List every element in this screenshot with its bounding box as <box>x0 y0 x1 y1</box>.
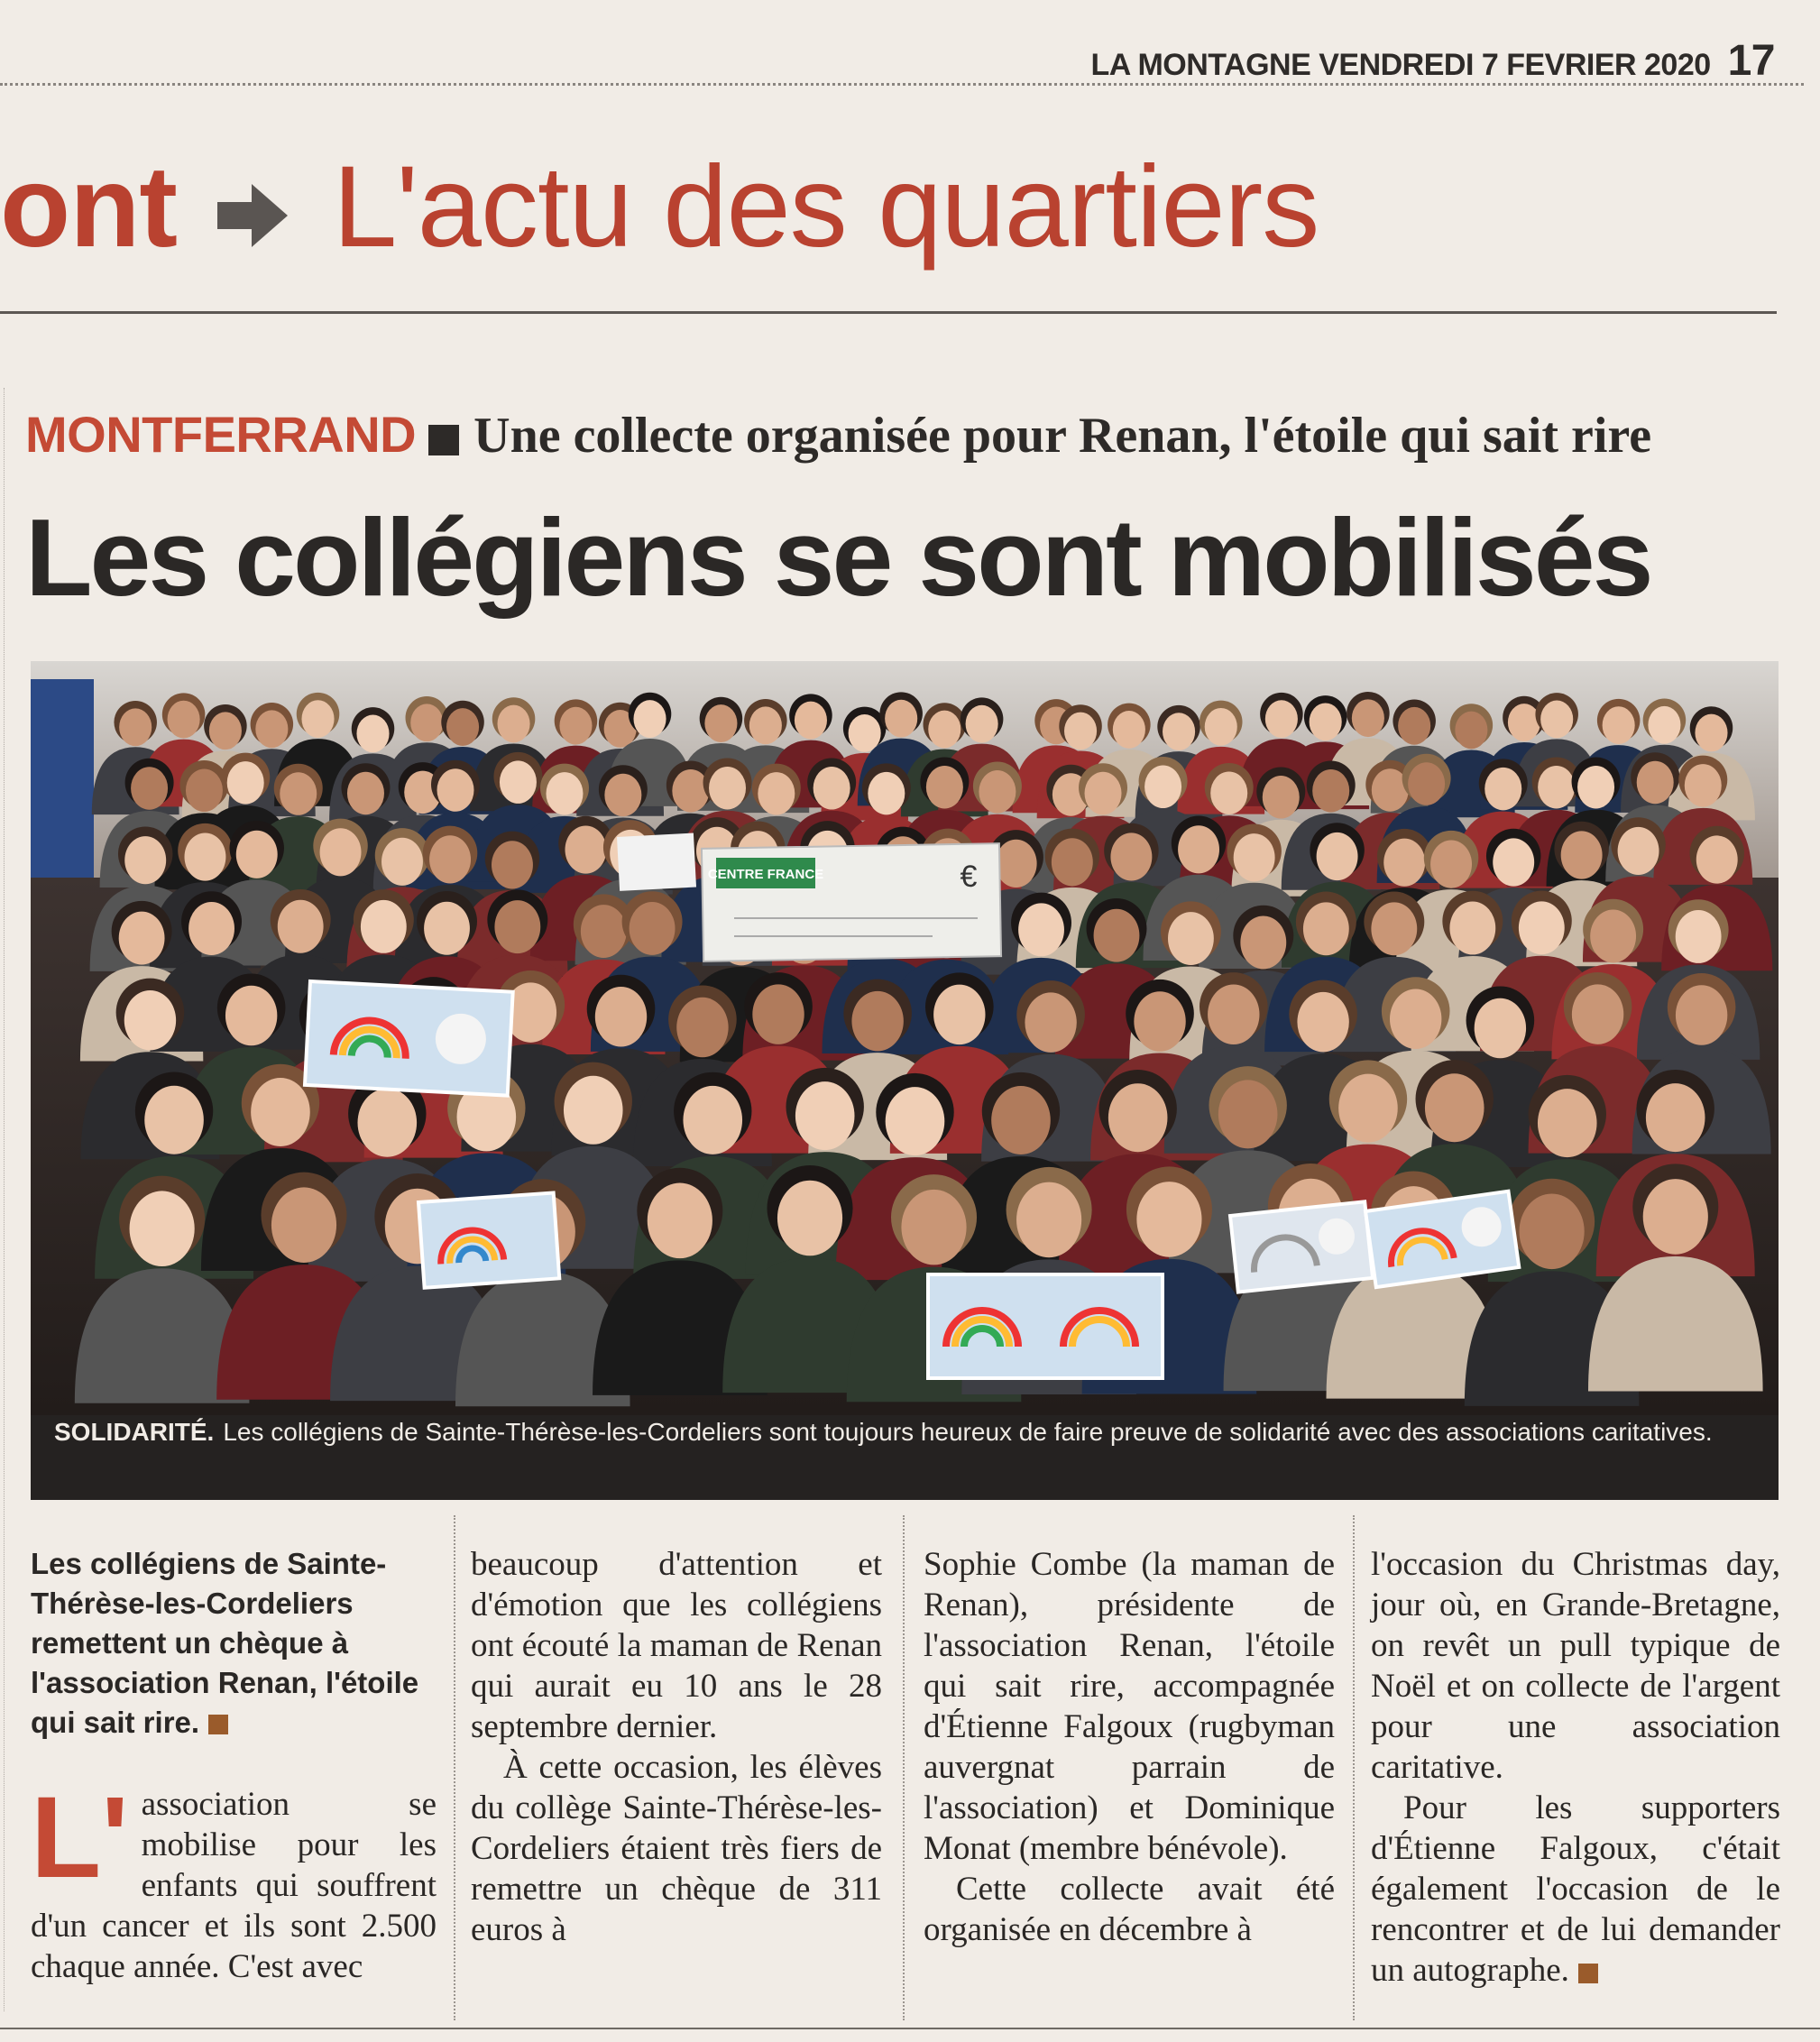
student-face <box>358 1089 418 1157</box>
article-column-3 <box>924 1544 1335 1950</box>
square-bullet-icon <box>428 425 459 455</box>
student-face <box>868 772 905 815</box>
paragraph-4-text: Pour les supporters d'Étienne Falgoux, c'était également l'occasion de le rencontrer et de lui demander un autographe. <box>1371 1789 1780 1989</box>
student-face <box>1352 699 1384 737</box>
student-face <box>777 1181 842 1256</box>
paragraph-4 <box>1371 1788 1780 1991</box>
student-face <box>1572 984 1623 1044</box>
masthead <box>1090 36 1775 86</box>
student-face <box>1577 766 1614 809</box>
student-face <box>347 772 384 815</box>
student-face <box>1425 1073 1484 1142</box>
student-face <box>676 998 728 1058</box>
drop-cap: L' <box>31 1773 129 1902</box>
student-face <box>498 705 530 743</box>
student-face <box>595 987 647 1047</box>
student-face <box>1455 712 1487 750</box>
student-face <box>1064 713 1097 750</box>
student-face <box>795 1081 855 1150</box>
student-face <box>381 838 423 886</box>
margin-rule <box>4 388 5 2011</box>
student-face <box>144 1086 204 1154</box>
student-face <box>1383 839 1425 887</box>
student-face <box>1218 1080 1278 1148</box>
student-face <box>437 768 474 812</box>
student-face <box>227 761 264 805</box>
article-kicker <box>25 406 1651 465</box>
kicker-text: Une collecte organisée pour Renan, l'étoile qui sait rire <box>473 408 1652 464</box>
end-mark-icon <box>1578 1964 1598 1983</box>
student-face <box>1210 771 1247 814</box>
student-face <box>251 1078 310 1146</box>
student-face <box>1085 772 1122 815</box>
publication-name: LA MONTAGNE <box>1090 48 1311 82</box>
student-face <box>168 701 200 739</box>
student-face <box>301 700 334 738</box>
student-face <box>1603 706 1635 744</box>
student-face <box>492 841 533 888</box>
student-face <box>1310 703 1342 740</box>
student-face <box>1052 838 1093 886</box>
student-face <box>1113 711 1145 749</box>
student-face <box>131 767 168 810</box>
student-face <box>410 704 443 741</box>
student-face <box>494 900 540 953</box>
paragraph-1-start <box>31 1773 437 1987</box>
location-label: MONTFERRAND <box>25 406 417 463</box>
student-face <box>1408 762 1445 805</box>
caption-text: Les collégiens de Sainte-Thérèse-les-Cordeliers sont toujours heureux de faire preuve de solidarité avec des associations caritatives. <box>223 1418 1713 1446</box>
student-face <box>683 1086 742 1154</box>
caption-label: SOLIDARITÉ. <box>54 1418 215 1446</box>
student-face <box>1303 902 1349 955</box>
page-number: 17 <box>1727 37 1775 85</box>
student-face <box>185 832 226 880</box>
student-face <box>564 1076 623 1145</box>
student-face <box>1371 902 1417 955</box>
student-face <box>901 1190 966 1265</box>
student-face <box>124 990 176 1051</box>
student-face <box>1538 1089 1597 1157</box>
student-face <box>1648 706 1680 744</box>
student-face <box>991 1086 1051 1154</box>
student-face <box>546 772 583 815</box>
column-separator <box>454 1515 455 2020</box>
student-face <box>1317 832 1358 880</box>
student-face <box>1134 991 1185 1052</box>
group-photo-illustration <box>31 661 1779 1415</box>
student-face <box>1696 835 1738 883</box>
student-face <box>1144 766 1181 809</box>
paragraph-2-part-a: À cette occasion, les élèves du collège Sainte-Thérèse-les-Cordeliers étaient très fiers de remettre un chèque de 311 euros à <box>471 1749 882 1948</box>
header-rule <box>0 83 1804 86</box>
student-face <box>1390 989 1441 1050</box>
student-face <box>1163 713 1195 750</box>
student-face <box>709 767 746 810</box>
paragraph-1-part-b: beaucoup d'attention et d'émotion que les collégiens ont écouté la maman de Renan qui aurait eu 10 ans le 28 septembre dernier. <box>471 1546 882 1745</box>
column-separator <box>1353 1515 1355 2020</box>
student-face <box>1136 1182 1201 1257</box>
student-face <box>1208 984 1259 1044</box>
student-face <box>1110 832 1152 880</box>
photo-caption <box>54 1412 1768 1453</box>
student-face <box>119 708 152 746</box>
student-face <box>1168 912 1214 965</box>
student-face <box>1234 833 1275 881</box>
student-face <box>1695 714 1727 752</box>
article-chapo <box>31 1544 437 1743</box>
square-bullet-icon <box>208 1715 228 1734</box>
student-face <box>124 836 166 884</box>
student-face <box>236 831 278 878</box>
student-face <box>704 704 737 742</box>
student-face <box>500 760 537 804</box>
bottom-rule <box>0 2028 1820 2029</box>
student-face <box>672 769 709 813</box>
chapo-text: Les collégiens de Sainte-Thérèse-les-Cordeliers remettent un chèque à l'association Renan, l'étoile qui sait rire. <box>31 1547 419 1739</box>
student-face <box>1312 769 1349 813</box>
student-face <box>130 1191 195 1266</box>
student-face <box>813 767 850 810</box>
student-face <box>188 902 234 955</box>
student-face <box>1205 708 1237 746</box>
student-face <box>1643 1179 1708 1255</box>
student-face <box>926 766 963 809</box>
section-banner <box>0 144 1319 271</box>
cheque-brand: CENTRE FRANCE <box>707 867 824 882</box>
student-face <box>749 706 782 744</box>
paragraph-2-part-b: Sophie Combe (la maman de Renan), présidente de l'association Renan, l'étoile qui sait rire, accompagnée d'Étienne Falgoux (rugbyman auvergnat parrain de l'association) et Dominique Monat (membre bénévole). <box>924 1546 1335 1867</box>
student-face <box>1094 909 1140 962</box>
article-column-2 <box>471 1544 882 1950</box>
student-face <box>1263 776 1300 819</box>
student-face <box>1540 701 1573 739</box>
section-title-left: ont <box>0 143 177 271</box>
student-face <box>424 902 470 955</box>
student-face <box>752 984 804 1044</box>
student-face <box>565 825 606 873</box>
giant-cheque <box>702 843 1001 961</box>
student-face <box>278 900 324 953</box>
student-face <box>630 902 676 955</box>
student-face <box>1338 1074 1398 1143</box>
student-face <box>1178 825 1219 873</box>
student-face <box>1520 1194 1585 1270</box>
student-face <box>1484 768 1521 811</box>
student-face <box>648 1183 712 1259</box>
student-face <box>1108 1083 1168 1152</box>
student-face <box>966 705 998 743</box>
student-face <box>1561 831 1603 878</box>
arrow-right-icon <box>217 175 290 256</box>
student-face <box>361 900 407 953</box>
section-title-right: L'actu des quartiers <box>333 143 1319 271</box>
student-face <box>1449 902 1495 955</box>
student-face <box>1590 910 1636 963</box>
cheque-amount: € <box>960 860 978 894</box>
student-face <box>119 912 165 965</box>
student-face <box>1475 998 1526 1059</box>
student-face <box>255 710 288 748</box>
student-face <box>1240 915 1286 969</box>
student-face <box>1016 1182 1081 1258</box>
paragraph-3-part-a: Cette collecte avait été organisée en décembre à <box>924 1871 1335 1948</box>
article-headline: Les collégiens se sont mobilisés <box>25 496 1651 619</box>
student-face <box>604 774 641 817</box>
student-face <box>1676 910 1722 963</box>
article-column-1 <box>31 1544 437 1987</box>
student-face <box>933 985 985 1045</box>
student-face <box>280 772 317 815</box>
section-rule <box>0 311 1777 314</box>
student-face <box>979 770 1016 814</box>
issue-date: VENDREDI 7 FEVRIER 2020 <box>1319 48 1711 82</box>
student-face <box>209 712 242 750</box>
student-face <box>356 715 389 753</box>
student-face <box>885 700 917 738</box>
paragraph-3-part-b: l'occasion du Christmas day, jour où, en Grande-Bretagne, on revêt un pull typique de Noël et on collecte de l'argent pour une association caritative. <box>1371 1546 1780 1786</box>
student-face <box>758 772 795 815</box>
student-face <box>886 1087 945 1155</box>
student-face <box>1297 992 1348 1053</box>
student-face <box>1519 901 1565 954</box>
student-face <box>996 840 1037 888</box>
student-face <box>928 711 961 749</box>
paragraph-1-part-a: association se mobilise pour les enfants qui souffrent d'un cancer et ils sont 2.500 chaque année. C'est avec <box>31 1786 437 1985</box>
student-face <box>446 708 479 746</box>
student-face <box>1618 827 1659 875</box>
student-face <box>795 702 827 740</box>
student-face <box>1646 1083 1705 1152</box>
student-face <box>271 1187 336 1263</box>
student-face <box>429 835 471 883</box>
student-face <box>1018 903 1064 956</box>
student-face <box>225 986 277 1046</box>
student-face <box>1676 985 1727 1045</box>
student-face <box>1025 992 1076 1053</box>
student-face <box>1538 766 1575 809</box>
student-face <box>851 991 903 1052</box>
student-face <box>320 828 362 876</box>
article-photo <box>31 661 1779 1415</box>
column-separator <box>903 1515 905 2020</box>
student-face <box>1508 704 1540 741</box>
student-face <box>1265 700 1298 738</box>
student-face <box>1398 707 1430 745</box>
article-column-4 <box>1371 1544 1780 1991</box>
student-face <box>186 769 223 813</box>
student-face <box>1493 838 1534 886</box>
student-face <box>1637 761 1674 805</box>
student-face <box>1685 764 1722 807</box>
student-face <box>633 700 666 738</box>
student-face <box>1430 841 1472 888</box>
student-face <box>581 905 627 958</box>
student-face <box>849 714 881 752</box>
student-face <box>559 707 592 745</box>
